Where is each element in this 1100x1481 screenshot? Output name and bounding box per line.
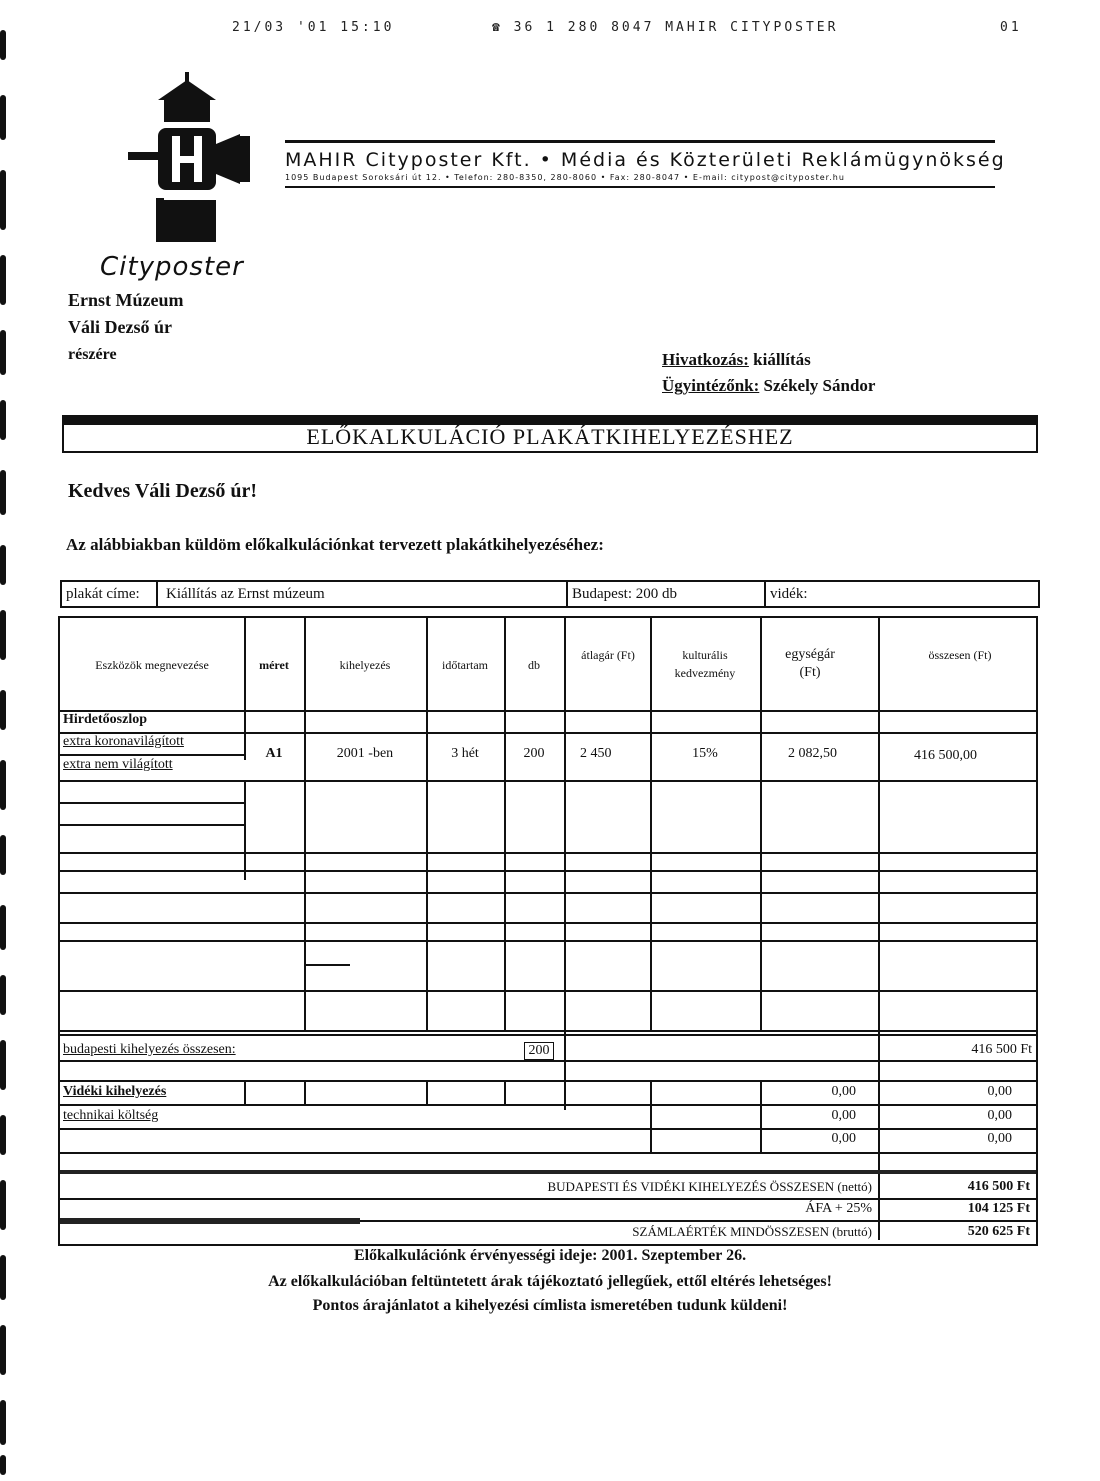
budapest-total-value: 416 500 Ft (971, 1042, 1032, 1057)
letterhead-rule (285, 186, 995, 188)
extra-unit-value: 0,00 (831, 1131, 856, 1146)
summary-brutto-label: SZÁMLAÉRTÉK MINDÖSSZESEN (bruttó) (632, 1224, 872, 1239)
company-letterhead (285, 140, 1005, 188)
summary-brutto-value: 520 625 Ft (967, 1224, 1030, 1239)
cell-unit-price: 2 082,50 (788, 746, 837, 761)
letterhead-rule (285, 140, 995, 143)
item-name: extra nem világított (63, 757, 173, 772)
agent-value: Székely Sándor (759, 376, 876, 395)
agent-label: Ügyintézőnk: (662, 376, 760, 395)
cell-avg-price: 2 450 (580, 746, 612, 761)
budapest-qty: Budapest: 200 db (572, 586, 677, 602)
recipient-org: Ernst Múzeum (68, 290, 184, 310)
fax-phone: ☎ 36 1 280 8047 MAHIR CITYPOSTER (492, 20, 839, 35)
price-disclaimer: Az előkalkulációban feltüntetett árak tájékoztató jellegűek, ettől eltérés lehetséges! (268, 1273, 832, 1290)
summary-netto-label: BUDAPESTI ÉS VIDÉKI KIHELYEZÉS ÖSSZESEN (nettó) (547, 1179, 872, 1194)
company-name: MAHIR Cityposter Kft. • Média és Közterületi Reklámügynökség (285, 149, 1006, 171)
validity-note: Előkalkulációnk érvényességi ideje: 2001. Szeptember 26. (353, 1247, 747, 1264)
section-label: Hirdetőoszlop (63, 712, 147, 727)
videk-qty: vidék: (770, 586, 808, 602)
fax-datetime: 21/03 '01 15:10 (232, 20, 395, 35)
budapest-total-label: budapesti kihelyezés összesen: (63, 1042, 236, 1057)
recipient-note: részére (68, 346, 117, 363)
offer-note: Pontos árajánlatot a kihelyezési címlista ismeretében tudunk küldeni! (312, 1297, 788, 1314)
calculation-table (58, 616, 1038, 1246)
col-header-total: összesen (Ft) (928, 648, 992, 662)
greeting: Kedves Váli Dezső úr! (68, 480, 258, 502)
col-header-size: méret (259, 658, 289, 672)
poster-title-label: plakát címe: (66, 586, 140, 602)
cell-discount: 15% (692, 746, 718, 761)
reference-label: Hivatkozás: (662, 350, 749, 369)
extra-total-value: 0,00 (987, 1131, 1012, 1146)
reference-block (662, 347, 875, 399)
col-header-placement: kihelyezés (339, 658, 391, 672)
technical-cost-label: technikai költség (63, 1108, 159, 1123)
col-header-name: Eszközök megnevezése (95, 658, 209, 672)
cell-size: A1 (265, 746, 283, 761)
summary-netto-value: 416 500 Ft (967, 1179, 1030, 1194)
cell-duration: 3 hét (451, 746, 479, 761)
item-name: extra koronavilágított (63, 734, 184, 749)
poster-info-bar (60, 580, 1040, 608)
poster-title-value: Kiállítás az Ernst múzeum (166, 586, 325, 602)
videk-total-value: 0,00 (987, 1084, 1012, 1099)
document-title: ELŐKALKULÁCIÓ PLAKÁTKIHELYEZÉSHEZ (306, 424, 794, 449)
videk-unit-value: 0,00 (831, 1084, 856, 1099)
cell-total: 416 500,00 (914, 748, 977, 763)
col-header-discount: kulturális kedvezmény (674, 648, 736, 680)
col-header-qty: db (528, 658, 540, 672)
document-title-box (62, 415, 1038, 453)
cell-qty: 200 (523, 746, 545, 761)
reference-value: kiállítás (748, 350, 811, 369)
logo-wordmark: Cityposter (100, 252, 244, 282)
col-header-unit-price: egységár (Ft) (785, 647, 835, 680)
fax-header (0, 20, 1100, 38)
budapest-total-qty: 200 (524, 1042, 554, 1060)
fax-page-number: 01 (1000, 20, 1022, 35)
recipient-block (68, 287, 184, 368)
summary-afa-value: 104 125 Ft (967, 1201, 1030, 1216)
recipient-person: Váli Dezső úr (68, 317, 172, 337)
cell-placement: 2001 -ben (336, 746, 394, 761)
tech-unit-value: 0,00 (831, 1108, 856, 1123)
col-header-avg-price: átlagár (Ft) (581, 648, 635, 662)
company-address: 1095 Budapest Soroksári út 12. • Telefon: 280-8350, 280-8060 • Fax: 280-8047 • E-mail: citypost@cityposter.hu (285, 173, 845, 182)
videk-label: Vidéki kihelyezés (63, 1084, 167, 1099)
intro-text: Az alábbiakban küldöm előkalkulációnkat tervezett plakátkihelyezéséhez: (66, 535, 604, 554)
tech-total-value: 0,00 (987, 1108, 1012, 1123)
summary-afa-label: ÁFA + 25% (805, 1201, 872, 1216)
col-header-duration: időtartam (442, 658, 488, 672)
